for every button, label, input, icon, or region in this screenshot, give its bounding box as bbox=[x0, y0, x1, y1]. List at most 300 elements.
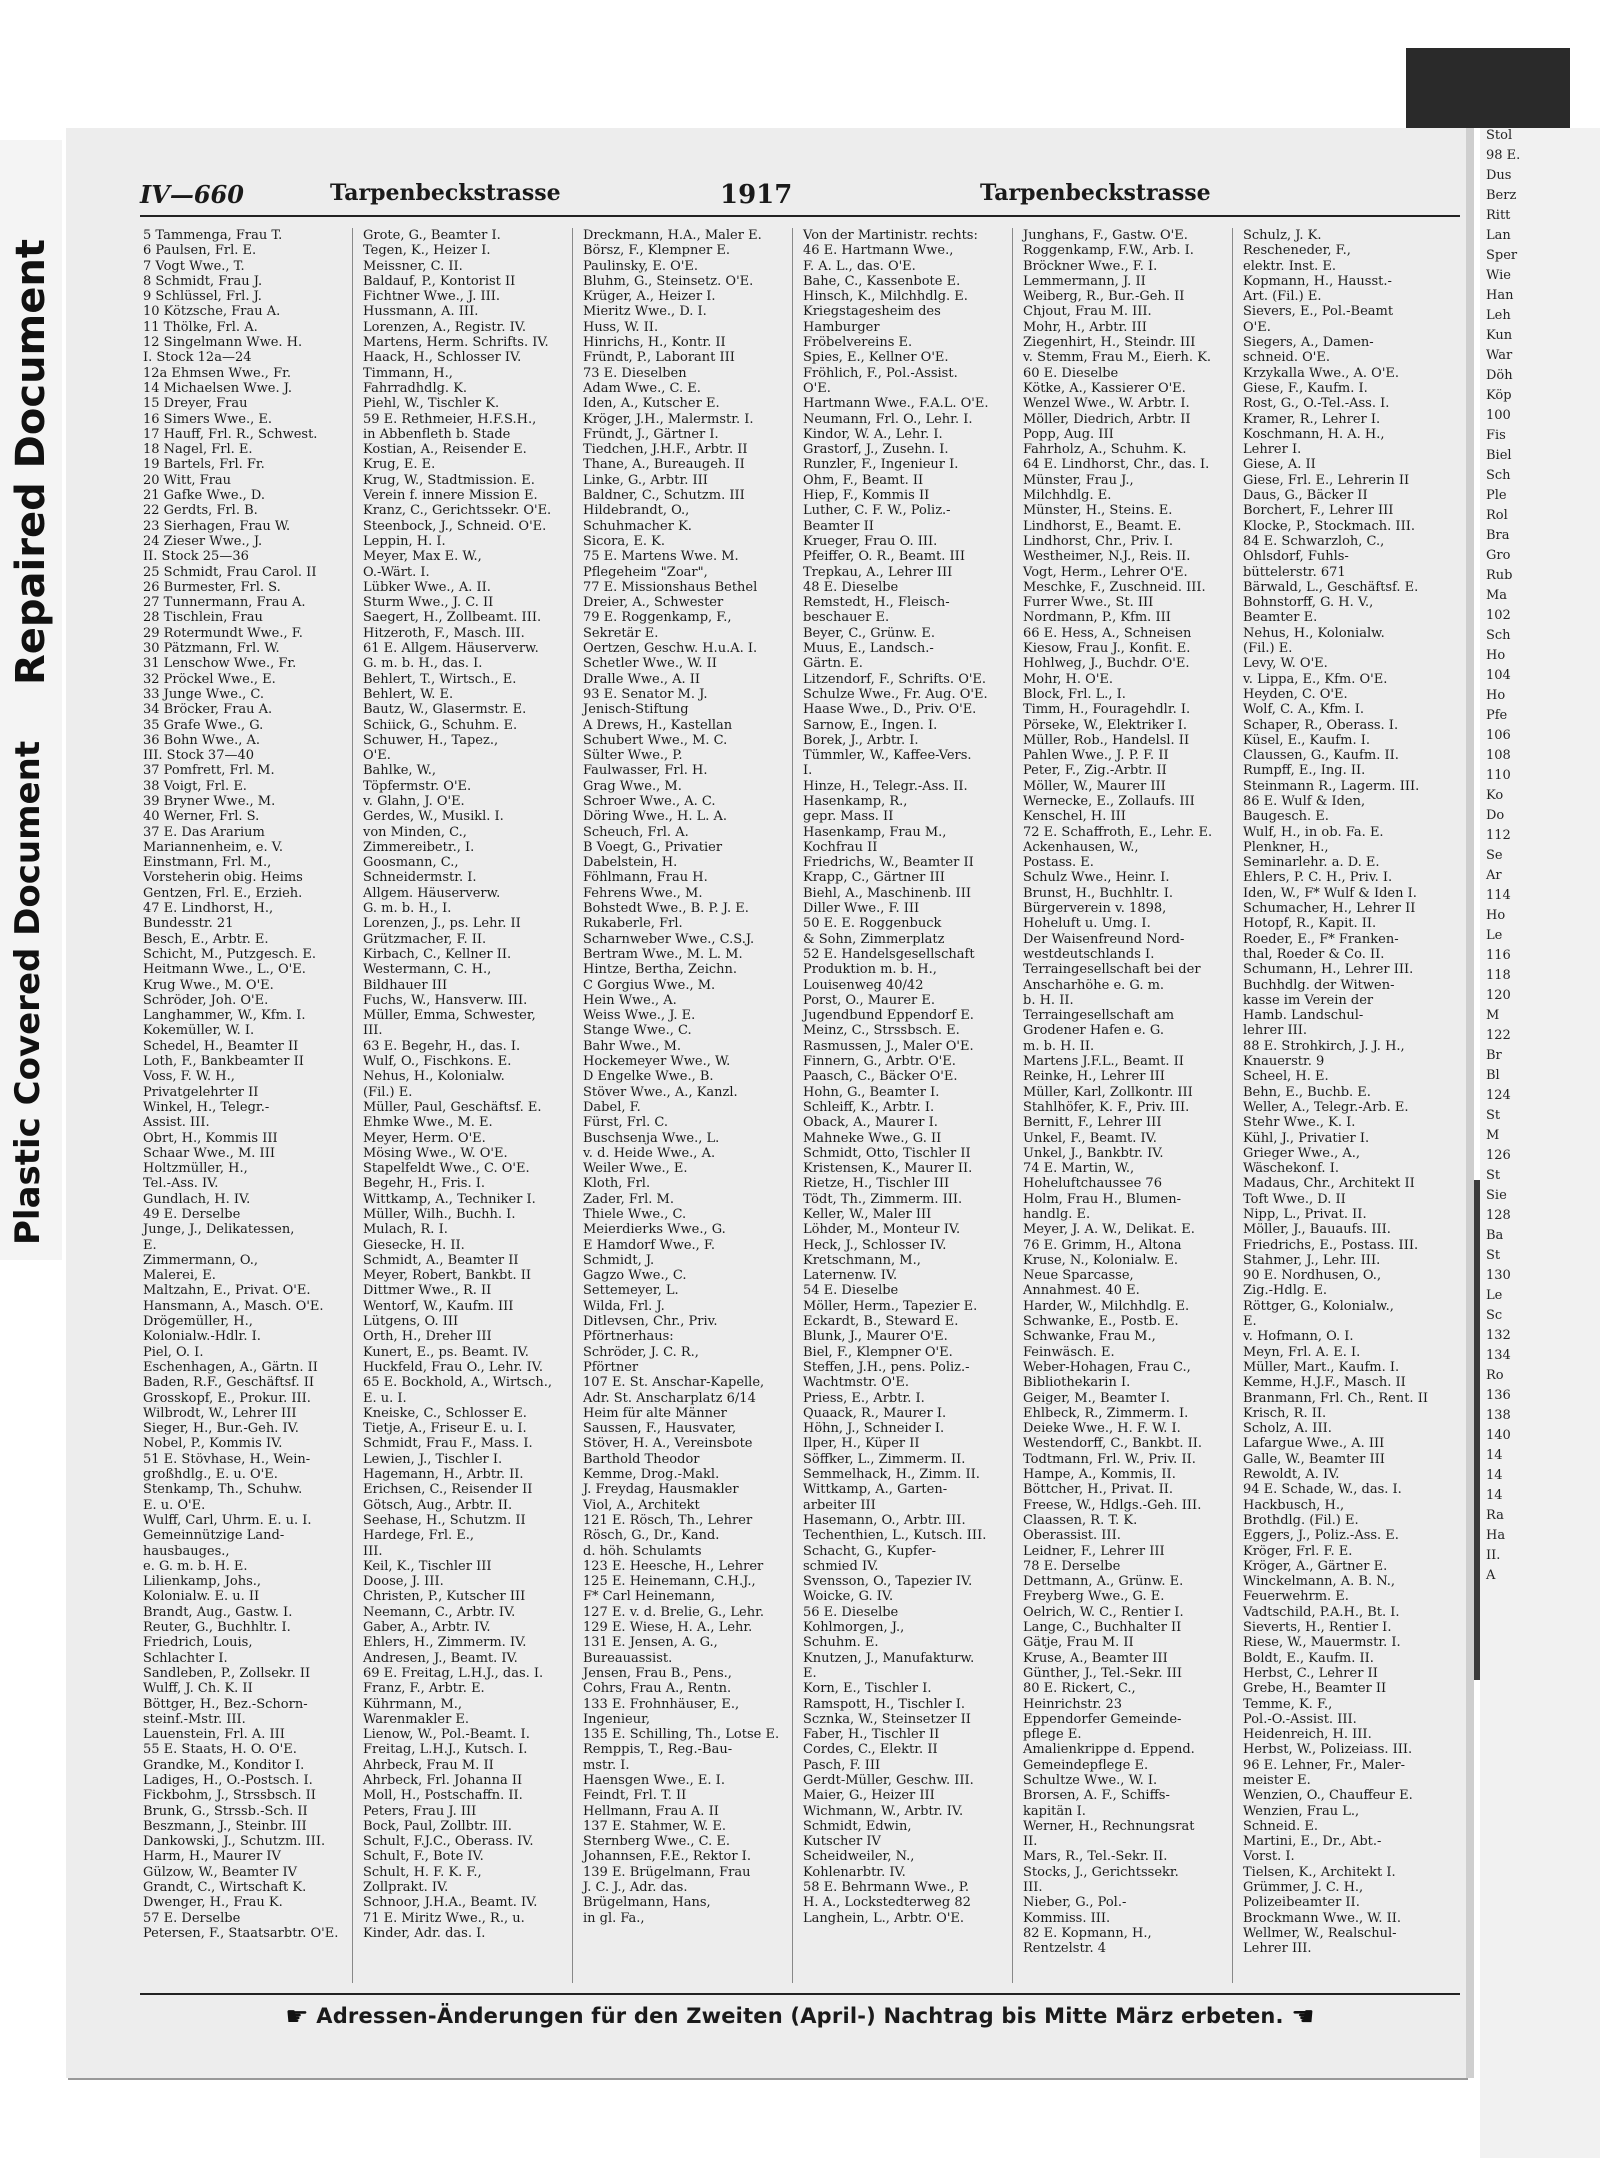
directory-entry: 6 Paulsen, Frl. E. bbox=[143, 243, 257, 259]
adjacent-page-entry: 102 bbox=[1486, 608, 1511, 623]
directory-entry: Branmann, Frl. Ch., Rent. II bbox=[1243, 1390, 1428, 1406]
directory-entry: Kostian, A., Reisender E. bbox=[363, 442, 527, 458]
directory-entry: Bröckner Wwe., F. I. bbox=[1023, 258, 1158, 274]
directory-entry: Dabelstein, H. bbox=[583, 855, 678, 871]
directory-entry: E Hamdorf Wwe., F. bbox=[583, 1237, 716, 1253]
directory-entry: Fehrens Wwe., M. bbox=[583, 885, 703, 901]
directory-entry: 14 Michaelsen Wwe. J. bbox=[143, 380, 293, 396]
directory-entry: Heidenreich, H. III. bbox=[1243, 1727, 1372, 1743]
adjacent-page-entry: II. bbox=[1486, 1548, 1501, 1563]
adjacent-page-entry: St bbox=[1486, 1168, 1501, 1183]
directory-entry: Junghans, F., Gastw. O'E. bbox=[1023, 228, 1188, 243]
directory-entry: Finnern, G., Arbtr. O'E. bbox=[803, 1054, 956, 1070]
directory-entry: Nehus, H., Kolonialw. bbox=[363, 1069, 505, 1085]
directory-entry: Schaper, R., Oberass. I. bbox=[1243, 717, 1399, 733]
directory-entry: Plenkner, H., bbox=[1243, 839, 1329, 855]
adjacent-page-entry: 122 bbox=[1486, 1028, 1511, 1043]
directory-entry: Wittkamp, A., Techniker I. bbox=[363, 1191, 536, 1207]
directory-entry: schneid. O'E. bbox=[1243, 350, 1330, 366]
directory-entry: Seehase, H., Schutzm. II bbox=[363, 1512, 526, 1528]
directory-entry: Hinsch, K., Milchhdlg. E. bbox=[803, 289, 968, 305]
street-name-left: Tarpenbeckstrasse bbox=[330, 180, 561, 206]
adjacent-page-entry: Ritt bbox=[1486, 208, 1511, 223]
adjacent-page-entry: Ar bbox=[1486, 868, 1502, 883]
directory-entry: Tümmler, W., Kaffee-Vers. bbox=[803, 748, 972, 764]
directory-entry: 31 Lenschow Wwe., Fr. bbox=[143, 656, 297, 672]
directory-entry: Chjout, Frau M. III. bbox=[1023, 304, 1152, 320]
directory-entry: Maier, G., Heizer III bbox=[803, 1788, 935, 1804]
directory-entry: Möller, J., Bauaufs. III. bbox=[1243, 1222, 1391, 1238]
adjacent-page-entry: 114 bbox=[1486, 888, 1511, 903]
directory-entry: Korn, E., Tischler I. bbox=[803, 1681, 932, 1697]
plastic-covered-label: Plastic Covered Document bbox=[8, 740, 48, 1245]
directory-entry: Kranz, C., Gerichtssekr. O'E. bbox=[363, 503, 552, 519]
directory-entry: Bohnstorff, G. H. V., bbox=[1243, 595, 1374, 611]
directory-entry: Müller, Rob., Handelsl. II bbox=[1023, 732, 1190, 748]
directory-entry: Möller, Herm., Tapezier E. bbox=[803, 1298, 978, 1314]
directory-entry: Privatgelehrter II bbox=[143, 1084, 259, 1100]
adjacent-page-entry: Ple bbox=[1486, 488, 1507, 503]
directory-entry: in Abbenfleth b. Stade bbox=[363, 426, 511, 442]
directory-entry: 73 E. Dieselben bbox=[583, 365, 687, 381]
directory-entry: Tietje, A., Friseur E. u. I. bbox=[363, 1421, 527, 1437]
adjacent-page-entry: Biel bbox=[1486, 448, 1512, 463]
adjacent-page-entry: Rol bbox=[1486, 508, 1508, 523]
directory-entry: Wilda, Frl. J. bbox=[583, 1298, 665, 1314]
directory-entry: Polizeibeamter II. bbox=[1243, 1895, 1360, 1911]
directory-entry: 10 Kötzsche, Frau A. bbox=[143, 304, 281, 320]
directory-entry: Fürst, Frl. C. bbox=[583, 1115, 669, 1131]
directory-entry: Friedrichs, W., Beamter II bbox=[803, 855, 974, 871]
directory-entry: Tiedchen, J.H.F., Arbtr. II bbox=[583, 442, 748, 458]
directory-entry: Pasch, F. III bbox=[803, 1757, 881, 1773]
adjacent-page-entry: War bbox=[1486, 348, 1513, 363]
adjacent-page-entry: 14 bbox=[1486, 1468, 1503, 1483]
directory-entry: Grag Wwe., M. bbox=[583, 778, 682, 794]
directory-entry: Fichtner Wwe., J. III. bbox=[363, 289, 501, 305]
adjacent-page-entry: 14 bbox=[1486, 1448, 1503, 1463]
directory-entry: 127 E. v. d. Brelie, G., Lehr. bbox=[583, 1604, 765, 1620]
directory-entry: Schedel, H., Beamter II bbox=[143, 1038, 299, 1054]
directory-entry: Schaar Wwe., M. III bbox=[143, 1145, 275, 1161]
directory-entry: Wulf, H., in ob. Fa. E. bbox=[1243, 824, 1384, 840]
directory-entry: Holtzmüller, H., bbox=[143, 1161, 248, 1177]
directory-entry: Rewoldt, A. IV. bbox=[1243, 1467, 1340, 1483]
directory-entry: Mars, R., Tel.-Sekr. II. bbox=[1023, 1849, 1168, 1865]
directory-entry: Andresen, J., Beamt. IV. bbox=[363, 1650, 518, 1666]
directory-entry: Huss, W. II. bbox=[583, 319, 659, 335]
directory-entry: Wilbrodt, W., Lehrer III bbox=[143, 1405, 297, 1421]
directory-entry: E. u. O'E. bbox=[143, 1497, 206, 1513]
directory-entry: Stocks, J., Gerichtssekr. bbox=[1023, 1864, 1179, 1880]
directory-entry: Galle, W., Beamter III bbox=[1243, 1451, 1385, 1467]
directory-entry: Kührmann, M., bbox=[363, 1696, 463, 1712]
adjacent-page-entry: Wie bbox=[1486, 268, 1511, 283]
directory-entry: Franz, F., Arbtr. E. bbox=[363, 1681, 485, 1697]
directory-entry: Bürgerverein v. 1898, bbox=[1023, 901, 1167, 917]
directory-entry: 46 E. Hartmann Wwe., bbox=[803, 243, 954, 259]
directory-entry: Terraingesellschaft bei der bbox=[1023, 962, 1201, 978]
directory-entry: Meierdierks Wwe., G. bbox=[583, 1222, 726, 1238]
directory-entry: 32 Pröckel Wwe., E. bbox=[143, 671, 276, 687]
directory-entry: Hiep, F., Kommis II bbox=[803, 488, 930, 504]
directory-entry: Cohrs, Frau A., Rentn. bbox=[583, 1681, 732, 1697]
directory-entry: Kolonialw.-Hdlr. I. bbox=[143, 1329, 261, 1345]
directory-column-5 bbox=[1020, 228, 1233, 1983]
directory-entry: Baldauf, P., Kontorist II bbox=[363, 273, 516, 289]
directory-entry: Wellmer, W., Realschul- bbox=[1243, 1925, 1397, 1941]
directory-entry: Obrt, H., Kommis III bbox=[143, 1130, 278, 1146]
directory-entry: Techenthien, L., Kutsch. III. bbox=[803, 1528, 987, 1544]
directory-entry: Lübker Wwe., A. II. bbox=[363, 579, 491, 595]
adjacent-page-entry: Sper bbox=[1486, 248, 1518, 263]
directory-entry: Werner, H., Rechnungsrat bbox=[1023, 1818, 1195, 1834]
directory-entry: Knauerstr. 9 bbox=[1243, 1054, 1325, 1070]
directory-entry: Levy, W. O'E. bbox=[1243, 656, 1328, 672]
directory-entry: Oberassist. III. bbox=[1023, 1528, 1121, 1544]
directory-column-1 bbox=[140, 228, 353, 1983]
directory-entry: 131 E. Jensen, A. G., bbox=[583, 1635, 718, 1651]
directory-entry: Grützmacher, F. II. bbox=[363, 931, 487, 947]
directory-entry: Begehr, H., Fris. I. bbox=[363, 1176, 486, 1192]
directory-entry: Schmidt, A., Beamter II bbox=[363, 1252, 519, 1268]
directory-entry: J. C. J., Adr. das. bbox=[583, 1880, 688, 1896]
directory-entry: Kommiss. III. bbox=[1023, 1910, 1111, 1926]
directory-entry: 60 E. Dieselbe bbox=[1023, 365, 1119, 381]
directory-entry: Peter, F., Zig.-Arbtr. II bbox=[1023, 763, 1167, 779]
directory-entry: Heyden, C. O'E. bbox=[1243, 686, 1348, 702]
directory-entry: Schulz Wwe., Heinr. I. bbox=[1023, 870, 1170, 886]
directory-entry: b. H. II. bbox=[1023, 992, 1074, 1008]
directory-entry: Keller, W., Maler III bbox=[803, 1207, 932, 1222]
directory-entry: Fahrholz, A., Schuhm. K. bbox=[1023, 442, 1187, 458]
adjacent-page-entry: Gro bbox=[1486, 548, 1511, 563]
adjacent-page-entry: 126 bbox=[1486, 1148, 1511, 1163]
directory-entry: Postass. E. bbox=[1023, 855, 1094, 871]
directory-entry: Schumann, H., Lehrer III. bbox=[1243, 962, 1414, 978]
directory-entry: Laternenw. IV. bbox=[803, 1268, 898, 1284]
repaired-document-label: Repaired Document bbox=[8, 239, 54, 685]
directory-entry: Oertzen, Geschw. H.u.A. I. bbox=[583, 641, 758, 657]
directory-entry: Trepkau, A., Lehrer III bbox=[803, 564, 953, 580]
directory-entry: 29 Rotermundt Wwe., F. bbox=[143, 625, 303, 641]
directory-entry: Hasenkamp, R., bbox=[803, 793, 908, 809]
directory-entry: Schult, H. F. K. F., bbox=[363, 1864, 482, 1880]
adjacent-page-entry: 140 bbox=[1486, 1428, 1511, 1443]
directory-entry: Fahrradhdlg. K. bbox=[363, 380, 468, 396]
directory-entry: 20 Witt, Frau bbox=[143, 472, 232, 488]
directory-entry: Paulinsky, E. O'E. bbox=[583, 258, 699, 274]
directory-entry: Martens, Herm. Schrifts. IV. bbox=[363, 335, 549, 351]
directory-entry: Buschsenja Wwe., L. bbox=[583, 1130, 720, 1146]
adjacent-page-entry: Do bbox=[1486, 808, 1505, 823]
directory-entry: Viol, A., Architekt bbox=[583, 1497, 700, 1513]
adjacent-page-entry: Köp bbox=[1486, 388, 1512, 403]
directory-entry: Holm, Frau H., Blumen- bbox=[1023, 1191, 1182, 1207]
scan-background-block bbox=[1406, 48, 1570, 128]
directory-entry: Töpfermstr. O'E. bbox=[363, 778, 472, 794]
directory-entry: Herbst, C., Lehrer II bbox=[1243, 1665, 1378, 1681]
directory-entry: schmied IV. bbox=[803, 1558, 879, 1574]
directory-entry: Hagemann, H., Arbtr. II. bbox=[363, 1467, 524, 1483]
directory-entry: Tegen, K., Heizer I. bbox=[363, 243, 491, 259]
directory-entry: Martini, E., Dr., Abt.- bbox=[1243, 1834, 1382, 1850]
directory-entry: Louisenweg 40/42 bbox=[803, 977, 924, 993]
directory-entry: 123 E. Heesche, H., Lehrer bbox=[583, 1558, 764, 1574]
directory-entry: Möller, W., Maurer III bbox=[1023, 778, 1166, 794]
directory-entry: Schult, F., Bote IV. bbox=[363, 1849, 484, 1865]
directory-entry: 40 Werner, Frl. S. bbox=[143, 809, 260, 825]
directory-entry: Kiesow, Frau J., Konfit. E. bbox=[1023, 641, 1191, 657]
directory-entry: Gentzen, Frl. E., Erzieh. bbox=[143, 885, 303, 901]
directory-entry: Bohstedt Wwe., B. P. J. E. bbox=[583, 901, 749, 917]
directory-entry: C Gorgius Wwe., M. bbox=[583, 977, 716, 993]
directory-entry: 37 E. Das Ararium bbox=[143, 824, 265, 840]
directory-entry: Thiele Wwe., C. bbox=[583, 1207, 687, 1222]
directory-entry: G. m. b. H., das. I. bbox=[363, 656, 483, 672]
adjacent-page-entry: Pfe bbox=[1486, 708, 1508, 723]
directory-entry: Claussen, G., Kaufm. II. bbox=[1243, 748, 1399, 764]
directory-entry: Geiger, M., Beamter I. bbox=[1023, 1390, 1170, 1406]
directory-entry: Scheuch, Frl. A. bbox=[583, 824, 689, 840]
directory-entry: mstr. I. bbox=[583, 1757, 630, 1773]
pointing-hand-icon: ☛ bbox=[285, 2002, 309, 2032]
directory-entry: Faulwasser, Frl. H. bbox=[583, 763, 708, 779]
directory-entry: Haase Wwe., D., Priv. O'E. bbox=[803, 702, 977, 718]
directory-entry: kasse im Verein der bbox=[1243, 992, 1374, 1008]
directory-entry: Schulz, J. K. bbox=[1243, 228, 1322, 243]
directory-entry: Weber-Hohagen, Frau C., bbox=[1023, 1359, 1191, 1375]
directory-entry: Paasch, C., Bäcker O'E. bbox=[803, 1069, 958, 1085]
directory-entry: Christen, P., Kutscher III bbox=[363, 1589, 526, 1605]
directory-entry: Langhein, L., Arbtr. O'E. bbox=[803, 1910, 965, 1926]
directory-entry: Giese, F., Kaufm. I. bbox=[1243, 380, 1368, 396]
directory-entry: Dittmer Wwe., R. II bbox=[363, 1283, 492, 1299]
directory-entry: Zimmereibetr., I. bbox=[363, 839, 475, 855]
directory-entry: Giese, Frl. E., Lehrerin II bbox=[1243, 472, 1410, 488]
directory-entry: Brügelmann, Hans, bbox=[583, 1895, 711, 1911]
directory-entry: Fründt, P., Laborant III bbox=[583, 350, 735, 366]
directory-entry: Schwanke, Frau M., bbox=[1023, 1329, 1156, 1345]
directory-entry: Behn, E., Buchb. E. bbox=[1243, 1084, 1371, 1100]
directory-entry: 88 E. Strohkirch, J. J. H., bbox=[1243, 1038, 1405, 1054]
directory-entry: 80 E. Rickert, C., bbox=[1023, 1681, 1136, 1697]
directory-entry: Malerei, E. bbox=[143, 1268, 216, 1284]
directory-entry: E. bbox=[803, 1665, 817, 1681]
directory-entry: Wäschekonf. I. bbox=[1243, 1161, 1339, 1177]
adjacent-page-entry: Ba bbox=[1486, 1228, 1504, 1243]
adjacent-page-entry: 110 bbox=[1486, 768, 1511, 783]
directory-entry: Lütgens, O. III bbox=[363, 1314, 459, 1330]
directory-entry: Hinrichs, H., Kontr. II bbox=[583, 335, 726, 351]
directory-entry: Börsz, F., Klempner E. bbox=[583, 243, 731, 259]
directory-entry: Zader, Frl. M. bbox=[583, 1191, 674, 1207]
directory-entry: Meyer, Herm. O'E. bbox=[363, 1130, 486, 1146]
directory-entry: von Minden, C., bbox=[363, 824, 467, 840]
directory-entry: Röttger, G., Kolonialw., bbox=[1243, 1298, 1394, 1314]
directory-entry: Semmelhack, H., Zimm. II. bbox=[803, 1467, 980, 1483]
directory-entry: Schmidt, J. bbox=[583, 1252, 655, 1268]
directory-entry: Vorst. I. bbox=[1243, 1849, 1295, 1865]
directory-entry: Schumacher, H., Lehrer II bbox=[1243, 901, 1416, 917]
directory-entry: Kriegstagesheim des bbox=[803, 304, 941, 320]
directory-entry: 86 E. Wulf & Iden, bbox=[1243, 793, 1366, 809]
directory-entry: 77 E. Missionshaus Bethel bbox=[583, 579, 758, 595]
directory-entry: Kröger, Frl. F. E. bbox=[1243, 1543, 1353, 1559]
directory-entry: Bluhm, G., Steinsetz. O'E. bbox=[583, 273, 754, 289]
directory-entry: Ramspott, H., Tischler I. bbox=[803, 1696, 966, 1712]
directory-entry: Remppis, T., Reg.-Bau- bbox=[583, 1742, 733, 1758]
directory-entry: thal, Roeder & Co. II. bbox=[1243, 946, 1385, 962]
directory-entry: 90 E. Nordhusen, O., bbox=[1243, 1268, 1382, 1284]
directory-column-2 bbox=[360, 228, 573, 1983]
directory-entry: Hasenkamp, Frau M., bbox=[803, 824, 947, 840]
directory-entry: Mohr, H. O'E. bbox=[1023, 671, 1114, 687]
directory-entry: Piehl, W., Tischler K. bbox=[363, 396, 500, 412]
directory-entry: 7 Vogt Wwe., T. bbox=[143, 258, 245, 274]
directory-entry: 26 Burmester, Frl. S. bbox=[143, 579, 281, 595]
directory-entry: Söffker, L., Zimmerm. II. bbox=[803, 1451, 966, 1467]
directory-entry: Lange, C., Buchhalter II bbox=[1023, 1620, 1182, 1636]
directory-entry: Mösing Wwe., W. O'E. bbox=[363, 1145, 508, 1161]
directory-entry: Wulff, J. Ch. K. II bbox=[143, 1681, 253, 1697]
directory-entry: Block, Frl. L., I. bbox=[1023, 686, 1126, 702]
adjacent-page-entry: St bbox=[1486, 1108, 1501, 1123]
directory-entry: Brunst, H., Buchhltr. I. bbox=[1023, 885, 1174, 901]
directory-entry: Günther, J., Tel.-Sekr. III bbox=[1023, 1665, 1183, 1681]
directory-entry: 63 E. Begehr, H., das. I. bbox=[363, 1038, 521, 1054]
directory-entry: Settemeyer, L. bbox=[583, 1283, 679, 1299]
directory-entry: Nipp, L., Privat. II. bbox=[1243, 1207, 1367, 1222]
directory-entry: 28 Tischlein, Frau bbox=[143, 610, 263, 626]
directory-entry: E. bbox=[1243, 1314, 1257, 1330]
directory-entry: Müller, Paul, Geschäftsf. E. bbox=[363, 1099, 542, 1115]
directory-entry: Von der Martinistr. rechts: bbox=[803, 228, 978, 243]
directory-entry: 39 Bryner Wwe., M. bbox=[143, 793, 276, 809]
directory-entry: Schuwer, H., Tapez., bbox=[363, 732, 499, 748]
directory-entry: Weiberg, R., Bur.-Geh. II bbox=[1023, 289, 1185, 305]
adjacent-page-entry: Bra bbox=[1486, 528, 1510, 543]
directory-entry: Besch, E., Arbtr. E. bbox=[143, 931, 269, 947]
directory-entry: 37 Pomfrett, Frl. M. bbox=[143, 763, 275, 779]
directory-entry: Reinke, H., Lehrer III bbox=[1023, 1069, 1165, 1085]
footer-rule bbox=[140, 1993, 1460, 1995]
adjacent-page-fragment bbox=[1480, 128, 1600, 2158]
directory-entry: Johannsen, F.E., Rektor I. bbox=[583, 1849, 751, 1865]
directory-entry: Zimmermann, O., bbox=[143, 1252, 259, 1268]
directory-entry: 48 E. Dieselbe bbox=[803, 579, 899, 595]
directory-entry: Müller, Mart., Kaufm. I. bbox=[1243, 1359, 1400, 1375]
directory-entry: Kirbach, C., Kellner II. bbox=[363, 946, 512, 962]
directory-entry: v. Stemm, Frau M., Eierh. K. bbox=[1023, 350, 1212, 366]
directory-entry: beschauer E. bbox=[803, 610, 890, 626]
directory-entry: Fründt, J., Gärtner I. bbox=[583, 426, 719, 442]
directory-entry: Rumpff, E., Ing. II. bbox=[1243, 763, 1366, 779]
directory-entry: 121 E. Rösch, Th., Lehrer bbox=[583, 1512, 753, 1528]
directory-entry: Porst, O., Maurer E. bbox=[803, 992, 936, 1008]
directory-entry: büttelerstr. 671 bbox=[1243, 564, 1346, 580]
directory-entry: Deieke Wwe., H. F. W. I. bbox=[1023, 1421, 1181, 1437]
directory-entry: Pförtnerhaus: bbox=[583, 1329, 674, 1345]
directory-entry: 11 Thölke, Frl. A. bbox=[143, 319, 258, 335]
directory-entry: Maltzahn, E., Privat. O'E. bbox=[143, 1283, 311, 1299]
directory-entry: Dabel, F. bbox=[583, 1099, 641, 1115]
directory-entry: III. Stock 37—40 bbox=[143, 748, 255, 764]
directory-entry: Kruse, A., Beamter III bbox=[1023, 1650, 1168, 1666]
directory-entry: Scharnweber Wwe., C.S.J. bbox=[583, 931, 755, 947]
directory-entry: Schmidt, Otto, Tischler II bbox=[803, 1145, 971, 1161]
directory-entry: Biel, F., Klempner O'E. bbox=[803, 1344, 953, 1360]
adjacent-page-entry: 128 bbox=[1486, 1208, 1511, 1223]
directory-entry: Schmidt, Frau F., Mass. I. bbox=[363, 1436, 533, 1452]
adjacent-page-entry: Sc bbox=[1486, 1308, 1503, 1323]
directory-entry: Madaus, Chr., Architekt II bbox=[1243, 1176, 1415, 1192]
directory-entry: 56 E. Dieselbe bbox=[803, 1604, 899, 1620]
directory-entry: Schröder, J. C. R., bbox=[583, 1344, 699, 1360]
directory-entry: Temme, K. F., bbox=[1243, 1696, 1333, 1712]
directory-entry: Sarnow, E., Ingen. I. bbox=[803, 717, 938, 733]
directory-entry: Saegert, H., Zollbeamt. III. bbox=[363, 610, 542, 626]
directory-entry: 65 E. Bockhold, A., Wirtsch., bbox=[363, 1375, 553, 1391]
directory-entry: Steenbock, J., Schneid. O'E. bbox=[363, 518, 547, 534]
directory-entry: Popp, Aug. III bbox=[1023, 426, 1114, 442]
directory-entry: 17 Hauff, Frl. R., Schwest. bbox=[143, 426, 318, 442]
directory-entry: Runzler, F., Ingenieur I. bbox=[803, 457, 959, 473]
directory-entry: J. Freydag, Hausmakler bbox=[583, 1482, 739, 1498]
directory-entry: & Sohn, Zimmerplatz bbox=[803, 931, 945, 947]
directory-entry: Moll, H., Postschaffn. II. bbox=[363, 1788, 523, 1804]
directory-entry: Wenzel Wwe., W. Arbtr. I. bbox=[1023, 396, 1190, 412]
directory-entry: Knutzen, J., Manufakturw. bbox=[803, 1650, 975, 1666]
directory-entry: Goosmann, C., bbox=[363, 855, 459, 871]
directory-entry: Eppendorfer Gemeinde- bbox=[1023, 1711, 1182, 1727]
adjacent-page-entry: 98 E. bbox=[1486, 148, 1521, 163]
directory-entry: 76 E. Grimm, H., Altona bbox=[1023, 1237, 1182, 1253]
directory-entry: Timm, H., Fouragehdlr. I. bbox=[1023, 702, 1191, 718]
directory-entry: 58 E. Behrmann Wwe., P. bbox=[803, 1880, 970, 1896]
directory-entry: O.-Wärt. I. bbox=[363, 564, 430, 580]
directory-entry: Krueger, Frau O. III. bbox=[803, 533, 938, 549]
directory-entry: Ehmke Wwe., M. E. bbox=[363, 1115, 493, 1131]
directory-entry: Hansmann, A., Masch. O'E. bbox=[143, 1298, 324, 1314]
directory-entry: Krüger, A., Heizer I. bbox=[583, 289, 716, 305]
directory-entry: Leidner, F., Lehrer III bbox=[1023, 1543, 1165, 1559]
directory-entry: Vadtschild, P.A.H., Bt. I. bbox=[1243, 1604, 1400, 1620]
adjacent-page-entry: Ro bbox=[1486, 1368, 1504, 1383]
directory-entry: Götsch, Aug., Arbtr. II. bbox=[363, 1497, 513, 1513]
directory-entry: Petersen, F., Staatsarbtr. O'E. bbox=[143, 1925, 339, 1941]
directory-entry: Lewien, J., Tischler I. bbox=[363, 1451, 503, 1467]
directory-entry: Kröger, A., Gärtner E. bbox=[1243, 1558, 1388, 1574]
directory-entry: Stenkamp, Th., Schuhw. bbox=[143, 1482, 303, 1498]
directory-entry: 19 Bartels, Frl. Fr. bbox=[143, 457, 265, 473]
directory-entry: Schacht, G., Kupfer- bbox=[803, 1543, 937, 1559]
street-name-right: Tarpenbeckstrasse bbox=[980, 180, 1211, 206]
directory-entry: Produktion m. b. H., bbox=[803, 962, 937, 978]
directory-entry: Heitmann Wwe., L., O'E. bbox=[143, 962, 306, 978]
directory-entry: Daus, G., Bäcker II bbox=[1243, 488, 1368, 504]
directory-entry: Bureauassist. bbox=[583, 1650, 673, 1666]
directory-entry: Pflegeheim "Zoar", bbox=[583, 564, 708, 580]
directory-entry: Vogt, Herm., Lehrer O'E. bbox=[1023, 564, 1188, 580]
directory-entry: 79 E. Roggenkamp, F., bbox=[583, 610, 732, 626]
directory-entry: 5 Tammenga, Frau T. bbox=[143, 228, 283, 243]
directory-entry: Schröder, Joh. O'E. bbox=[143, 992, 269, 1008]
directory-entry: Borek, J., Arbtr. I. bbox=[803, 732, 919, 748]
directory-entry: v. Hofmann, O. I. bbox=[1243, 1329, 1354, 1345]
directory-entry: Stahmer, J., Lehr. III. bbox=[1243, 1252, 1381, 1268]
directory-entry: gepr. Mass. II bbox=[803, 809, 894, 825]
